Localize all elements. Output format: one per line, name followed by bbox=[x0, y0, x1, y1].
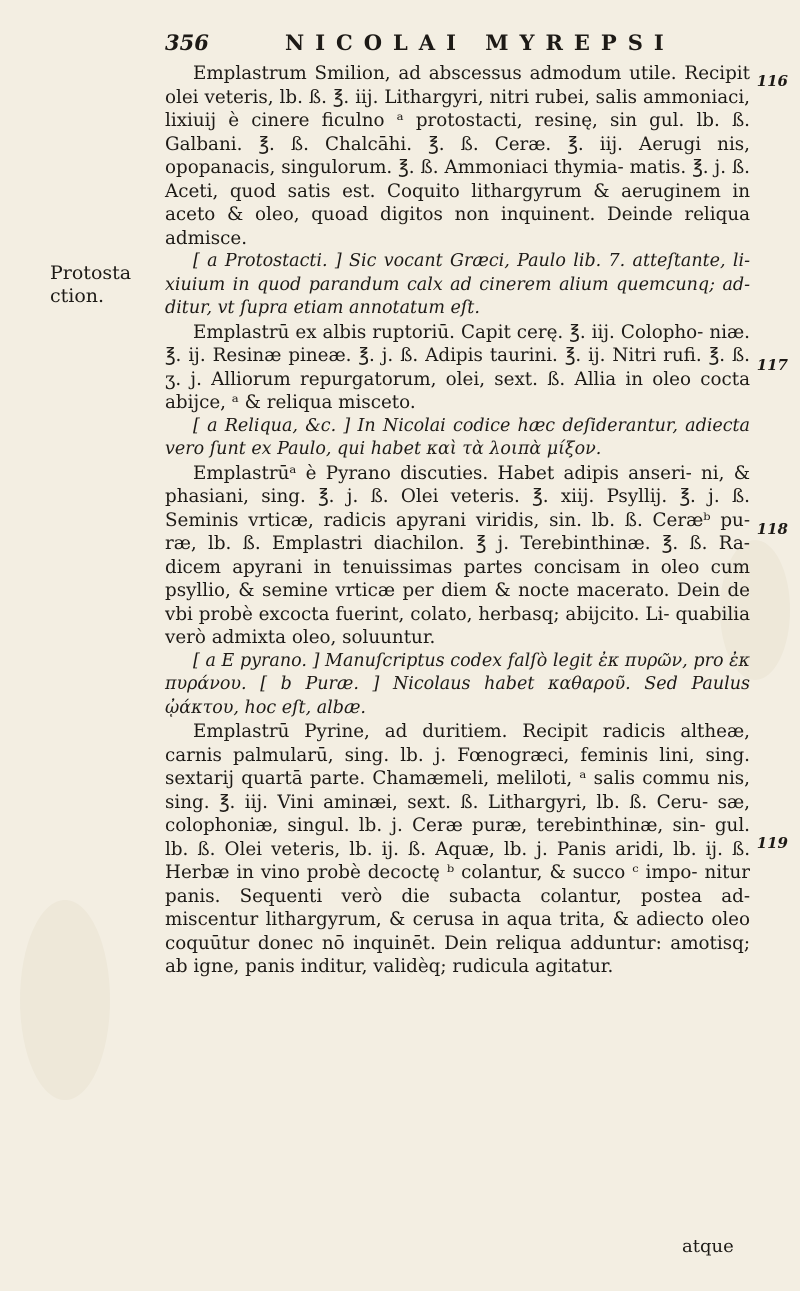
note-e-pyrano: [ a E pyrano. ] Manuſcriptus codex falſò legit ἐκ πυρῶν, pro ἐκ πυράνου. [ b Puræ. ] Nicolaus habet καθαροῦ. Sed Paulus ᾠάκτου, hoc eſt, albæ. bbox=[165, 650, 750, 718]
paragraph-ex-albis: Emplastrū ex albis ruptoriū. Capit cerę. ℥. iij. Colopho- niæ. ℥. ij. Resinæ pineæ. ℥. j. ß. Adipis taurini. ℥. ij. Nitri rufi. ℥. ß. ʒ. j. Alliorum repurgatorum, olei, sext. ß. Allia in oleo cocta abijce, ᵃ & reliqua misceto. bbox=[165, 321, 750, 413]
paper-stain bbox=[20, 900, 110, 1100]
page-number: 356 bbox=[165, 30, 209, 55]
margin-note-protostaction: Protosta ction. bbox=[50, 262, 132, 307]
note-reliqua: [ a Reliqua, &c. ] In Nicolai codice hæc deſiderantur, adiecta vero ſunt ex Paulo, qui habet καὶ τὰ λοιπὰ μίξον. bbox=[165, 415, 750, 459]
catchword: atque bbox=[682, 1236, 734, 1257]
margin-number: 117 bbox=[756, 356, 788, 374]
margin-number: 119 bbox=[756, 834, 788, 852]
margin-number: 118 bbox=[756, 520, 788, 538]
paragraph-pyrano: Emplastrūᵃ è Pyrano discuties. Habet adipis anseri- ni, & phasiani, sing. ℥. j. ß. Olei veteris. ℥. xiij. Psyllij. ℥. j. ß. Seminis vrticæ, radicis apyrani viridis, sin. lb. ß. Ceræᵇ pu- ræ, lb. ß. Emplastri diachilon. ℥ j. Terebinthinæ. ℥. ß. Ra- dicem apyrani in tenuissimas partes concisam in oleo cum psyllio, & semine vrticæ per diem & nocte macerato. Dein de vbi probè excocta fuerint, colato, herbasq; abijcito. Li- quabilia verò admixta oleo, soluuntur. bbox=[165, 462, 750, 648]
margin-number: 116 bbox=[756, 72, 788, 90]
main-text-column bbox=[165, 62, 750, 979]
running-head bbox=[165, 30, 725, 60]
paragraph-smilion: Emplastrum Smilion, ad abscessus admodum utile. Recipit olei veteris, lb. ß. ℥. iij. Lithargyri, nitri rubei, salis ammoniaci, lixiuij è cinere ficulno ᵃ protostacti, resinę, sin gul. lb. ß. Galbani. ℥. ß. Chalcāhi. ℥. ß. Ceræ. ℥. iij. Aerugi nis, opopanacis, singulorum. ℥. ß. Ammoniaci thymia- matis. ℥. j. ß. Aceti, quod satis est. Coquito lithargyrum & aeruginem in aceto & oleo, quoad digitos non inquinent. Deinde reliqua admisce. bbox=[165, 63, 750, 249]
paragraph-pyrine: Emplastrū Pyrine, ad duritiem. Recipit radicis altheæ, carnis palmularū, sing. lb. j. Fœnogræci, feminis lini, sing. sextarij quartā parte. Chamæmeli, meliloti, ᵃ salis commu nis, sing. ℥. iij. Vini aminæi, sext. ß. Lithargyri, lb. ß. Ceru- sæ, colophoniæ, singul. lb. j. Ceræ puræ, terebinthinæ, sin- gul. lb. ß. Olei veteris, lb. ij. ß. Aquæ, lb. j. Panis aridi, lb. ij. ß. Herbæ in vino probè decoctę ᵇ colantur, & succo ᶜ impo- nitur panis. Sequenti verò die subacta colantur, postea ad- miscentur lithargyrum, & cerusa in aqua trita, & adiecto oleo coquūtur donec nō inquinēt. Dein reliqua adduntur: amotisq; ab igne, panis inditur, validèq; rudicula agitatur. bbox=[165, 721, 750, 977]
running-title: NICOLAI MYREPSI bbox=[285, 30, 675, 55]
note-protostacti: [ a Protostacti. ] Sic vocant Græci, Paulo lib. 7. atteſtante, li- xiuium in quod parandum calx ad cinerem alium quemcunq; ad- ditur, vt ſupra etiam annotatum eſt. bbox=[165, 251, 750, 318]
